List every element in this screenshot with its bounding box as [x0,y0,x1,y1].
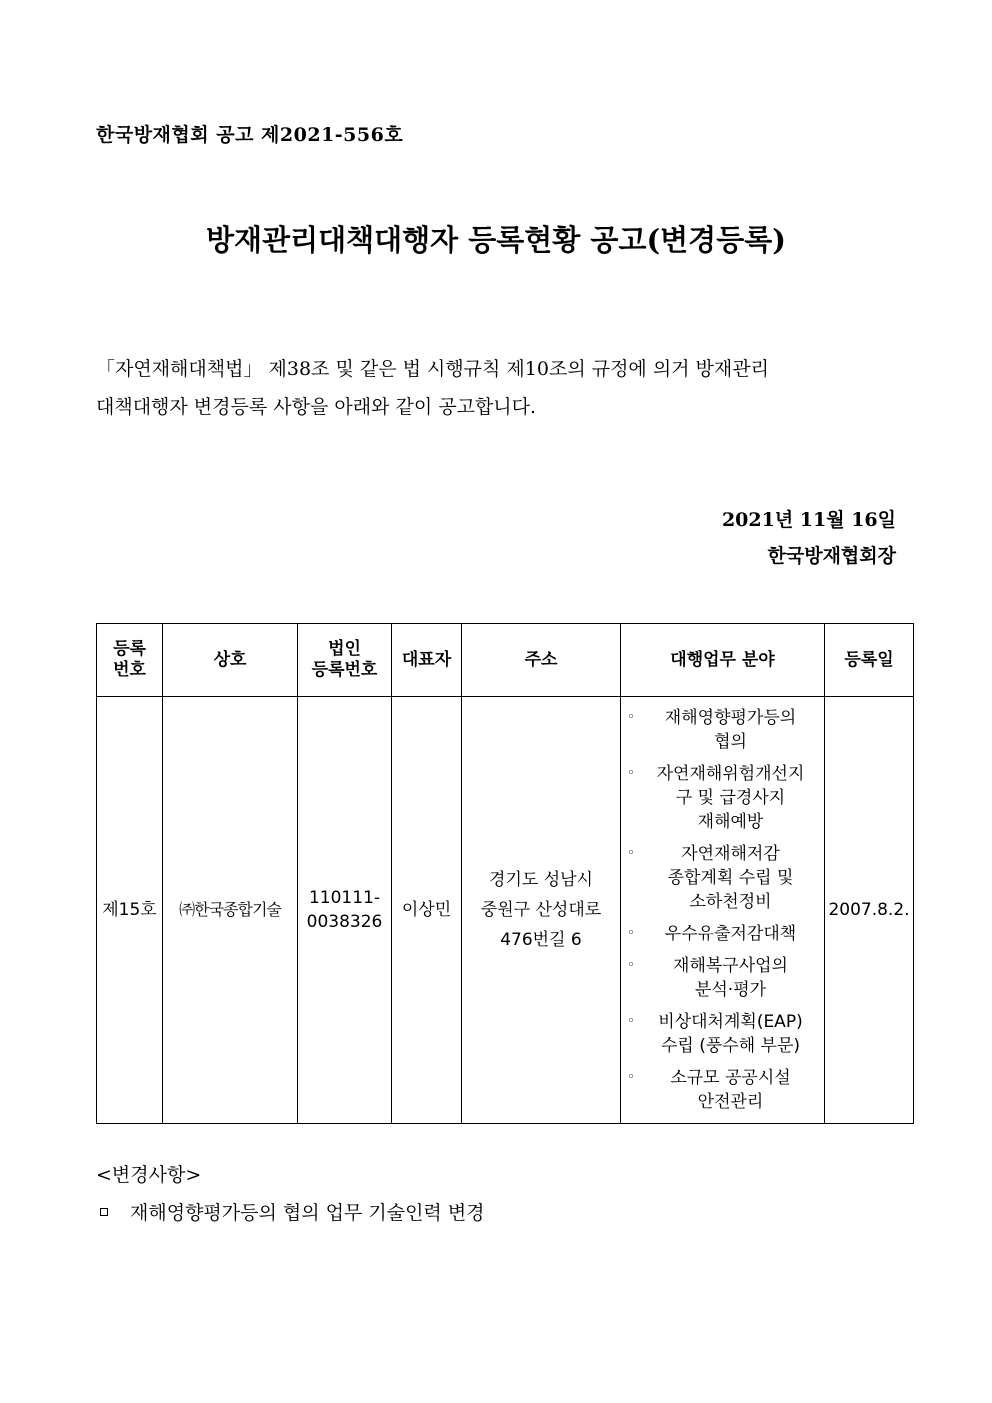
cell-reg-date: 2007.8.2. [825,697,914,1124]
header-corp-no-text: 법인 등록번호 [311,639,378,680]
field-text: 자연재해저감 종합계획 수립 및 소하천정비 [667,844,794,912]
bullet-icon: ◦ [627,846,635,861]
bullet-icon: ◦ [627,926,635,941]
header-address: 주소 [462,624,621,697]
body-line-1: 「자연재해대책법」 제38조 및 같은 법 시행규칙 제10조의 규정에 의거 방재관리 [96,358,769,380]
cell-company: ㈜한국종합기술 [163,697,298,1124]
list-item [623,954,822,1002]
cell-address: 경기도 성남시 중원구 산성대로 476번길 6 [462,697,621,1124]
cell-fields [621,697,825,1124]
list-item [623,1066,822,1114]
header-company: 상호 [163,624,298,697]
header-ceo: 대표자 [392,624,462,697]
changes-heading: <변경사항> [96,1164,202,1186]
field-text: 비상대처계획(EAP) 수립 (풍수해 부문) [658,1012,803,1056]
cell-reg-no: 제15호 [97,697,163,1124]
field-text: 우수유출저감대책 [664,924,797,944]
bullet-icon: ◦ [627,766,635,781]
cell-corp-no: 110111- 0038326 [298,697,392,1124]
registration-table [96,623,914,1124]
field-text: 재해복구사업의 분석·평가 [673,956,788,1000]
notice-date: 2021년 11월 16일 [721,509,896,531]
field-text: 소규모 공공시설 안전관리 [670,1068,791,1112]
list-item [623,762,822,834]
table-row [97,697,914,1124]
header-reg-no [97,624,163,697]
change-item-text: 재해영향평가등의 협의 업무 기술인력 변경 [130,1202,485,1224]
list-item [623,922,822,946]
header-corp-no [298,624,392,697]
field-text: 자연재해위험개선지 구 및 급경사지 재해예방 [656,764,805,832]
document-title: 방재관리대책대행자 등록현황 공고(변경등록) [206,223,786,257]
list-item [623,706,822,754]
square-bullet-icon [100,1208,108,1216]
notice-number: 한국방재협회 공고 제2021-556호 [96,124,404,146]
cell-ceo: 이상민 [392,697,462,1124]
signer-name: 한국방재협회장 [767,545,896,567]
header-reg-date: 등록일 [825,624,914,697]
bullet-icon: ◦ [627,1070,635,1085]
header-reg-no-text: 등록 번호 [113,639,146,680]
list-item [623,1010,822,1058]
table-header-row [97,624,914,697]
header-fields: 대행업무 분야 [621,624,825,697]
bullet-icon: ◦ [627,1014,635,1029]
bullet-icon: ◦ [627,958,635,973]
change-item [100,1198,485,1225]
field-text: 재해영향평가등의 협의 [664,708,797,752]
bullet-icon: ◦ [627,710,635,725]
body-paragraph [96,350,896,426]
body-line-2: 대책대행자 변경등록 사항을 아래와 같이 공고합니다. [96,396,537,418]
list-item [623,842,822,914]
